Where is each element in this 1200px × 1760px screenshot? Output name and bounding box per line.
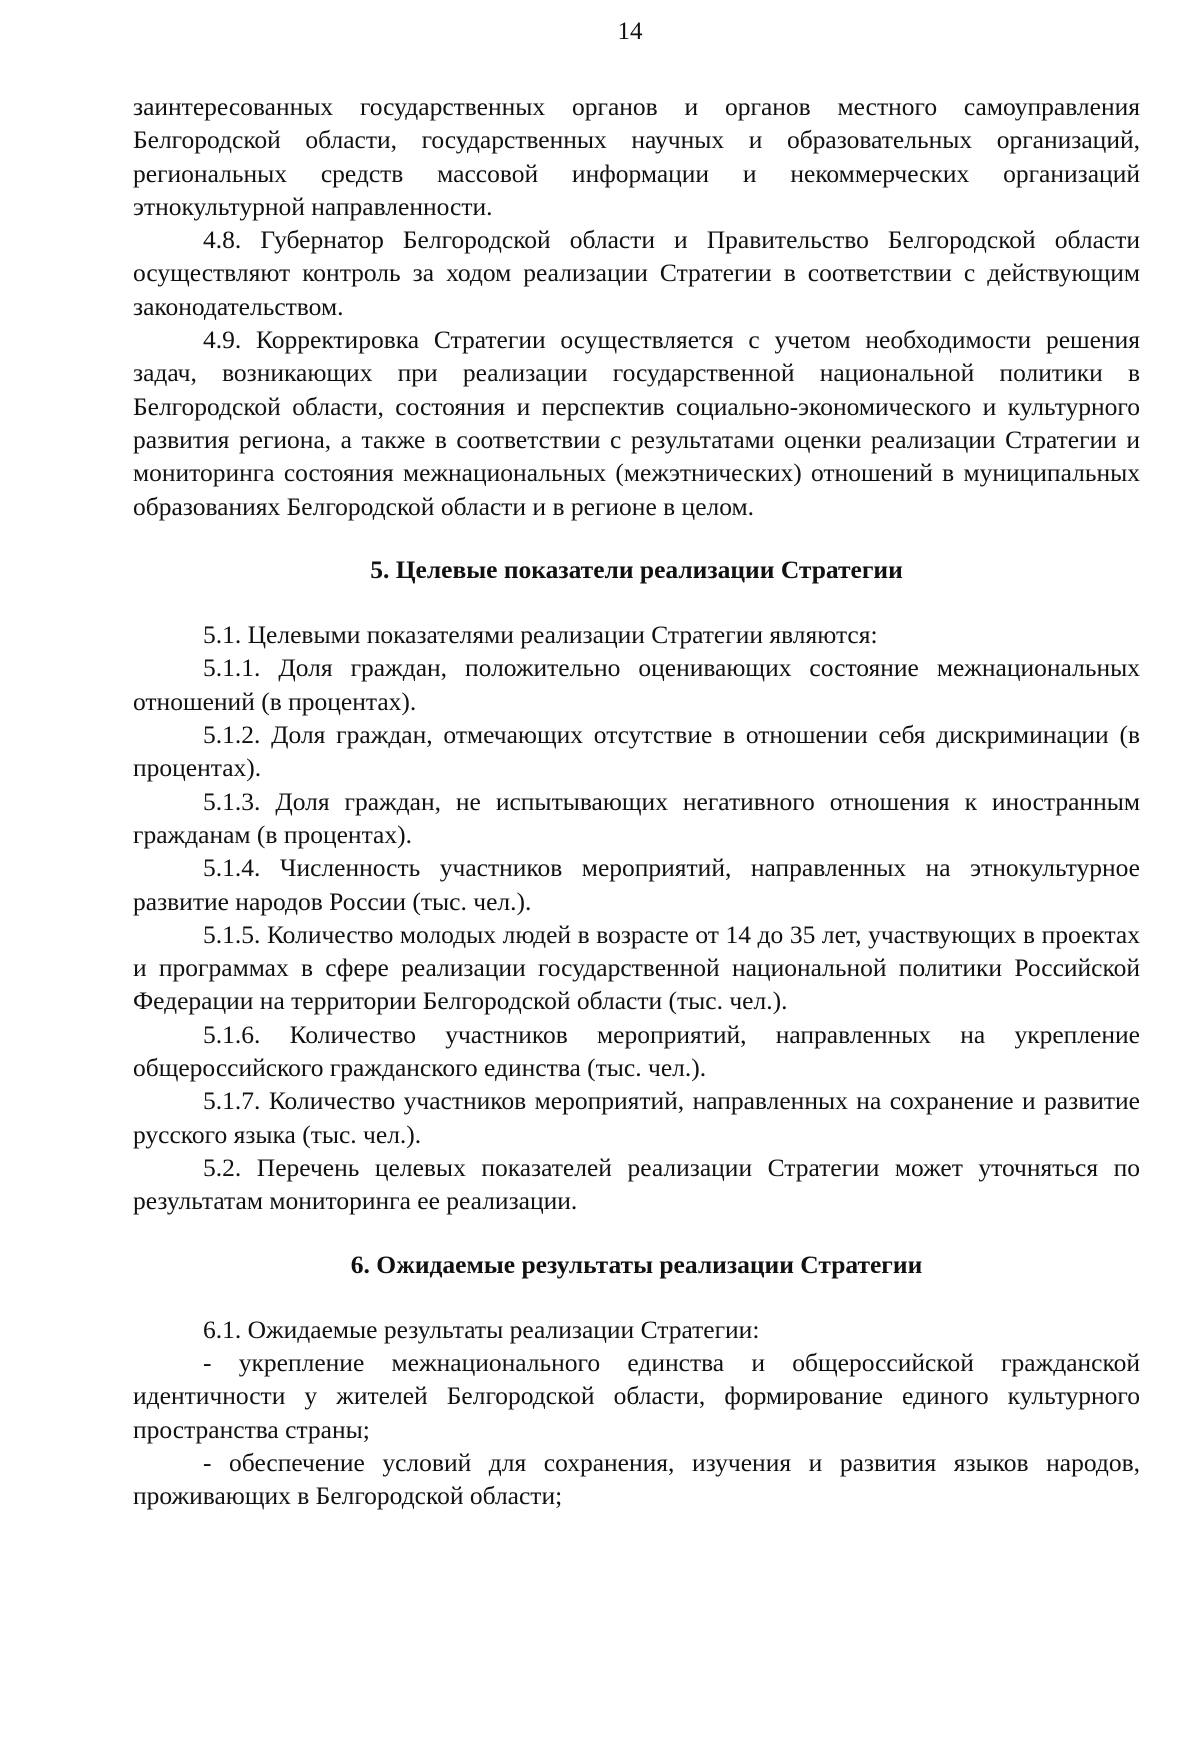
list-item-result-1: - укрепление межнационального единства и общероссийской гражданской идентичности у жителей Белгородской области, формирование единого культурного пространства страны;: [133, 1348, 1140, 1444]
paragraph-5-1-7: 5.1.7. Количество участников мероприятий, направленных на сохранение и развитие русского языка (тыс. чел.).: [133, 1086, 1140, 1149]
paragraph-5-1: 5.1. Целевыми показателями реализации Стратегии являются:: [203, 620, 878, 650]
paragraph-5-1-1: 5.1.1. Доля граждан, положительно оценивающих состояние межнациональных отношений (в процентах).: [133, 653, 1140, 716]
paragraph-5-1-4: 5.1.4. Численность участников мероприятий, направленных на этнокультурное развитие народов России (тыс. чел.).: [133, 853, 1140, 916]
document-body: [133, 90, 1140, 1513]
paragraph-5-1-2: 5.1.2. Доля граждан, отмечающих отсутствие в отношении себя дискриминации (в процентах).: [133, 720, 1140, 783]
paragraph-4-9: 4.9. Корректировка Стратегии осуществляется с учетом необходимости решения задач, возникающих при реализации государственной национальной политики в Белгородской области, состояния и перспектив социально-экономического и культурного развития региона, а также в соответствии с результатами оценки реализации Стратегии и мониторинга состояния межнациональных (межэтнических) отношений в муниципальных образованиях Белгородской области и в регионе в целом.: [133, 325, 1140, 521]
paragraph-5-1-3: 5.1.3. Доля граждан, не испытывающих негативного отношения к иностранным гражданам (в процентах).: [133, 786, 1140, 849]
paragraph-4-8: 4.8. Губернатор Белгородской области и Правительство Белгородской области осуществляют контроль за ходом реализации Стратегии в соответствии с действующим законодательством.: [133, 225, 1140, 321]
paragraph-6-1: 6.1. Ожидаемые результаты реализации Стратегии:: [203, 1314, 760, 1344]
paragraph-5-1-6: 5.1.6. Количество участников мероприятий, направленных на укрепление общероссийского гражданского единства (тыс. чел.).: [133, 1019, 1140, 1083]
list-item-result-2: - обеспечение условий для сохранения, изучения и развития языков народов, проживающих в Белгородской области;: [133, 1447, 1140, 1511]
section-6-heading: 6. Ожидаемые результаты реализации Стратегии: [350, 1249, 923, 1279]
paragraph-5-2: 5.2. Перечень целевых показателей реализации Стратегии может уточняться по результатам мониторинга ее реализации.: [133, 1152, 1140, 1216]
section-5-heading: 5. Целевые показатели реализации Стратегии: [370, 554, 903, 584]
paragraph-continuation: заинтересованных государственных органов и органов местного самоуправления Белгородской области, государственных научных и образовательных организаций, региональных средств массовой информации и некоммерческих организаций этнокультурной направленности.: [133, 92, 1140, 221]
page-number: 14: [617, 18, 643, 45]
paragraph-5-1-5: 5.1.5. Количество молодых людей в возрасте от 14 до 35 лет, участвующих в проектах и программах в сфере реализации государственной национальной политики Российской Федерации на территории Белгородской области (тыс. чел.).: [133, 919, 1140, 1016]
